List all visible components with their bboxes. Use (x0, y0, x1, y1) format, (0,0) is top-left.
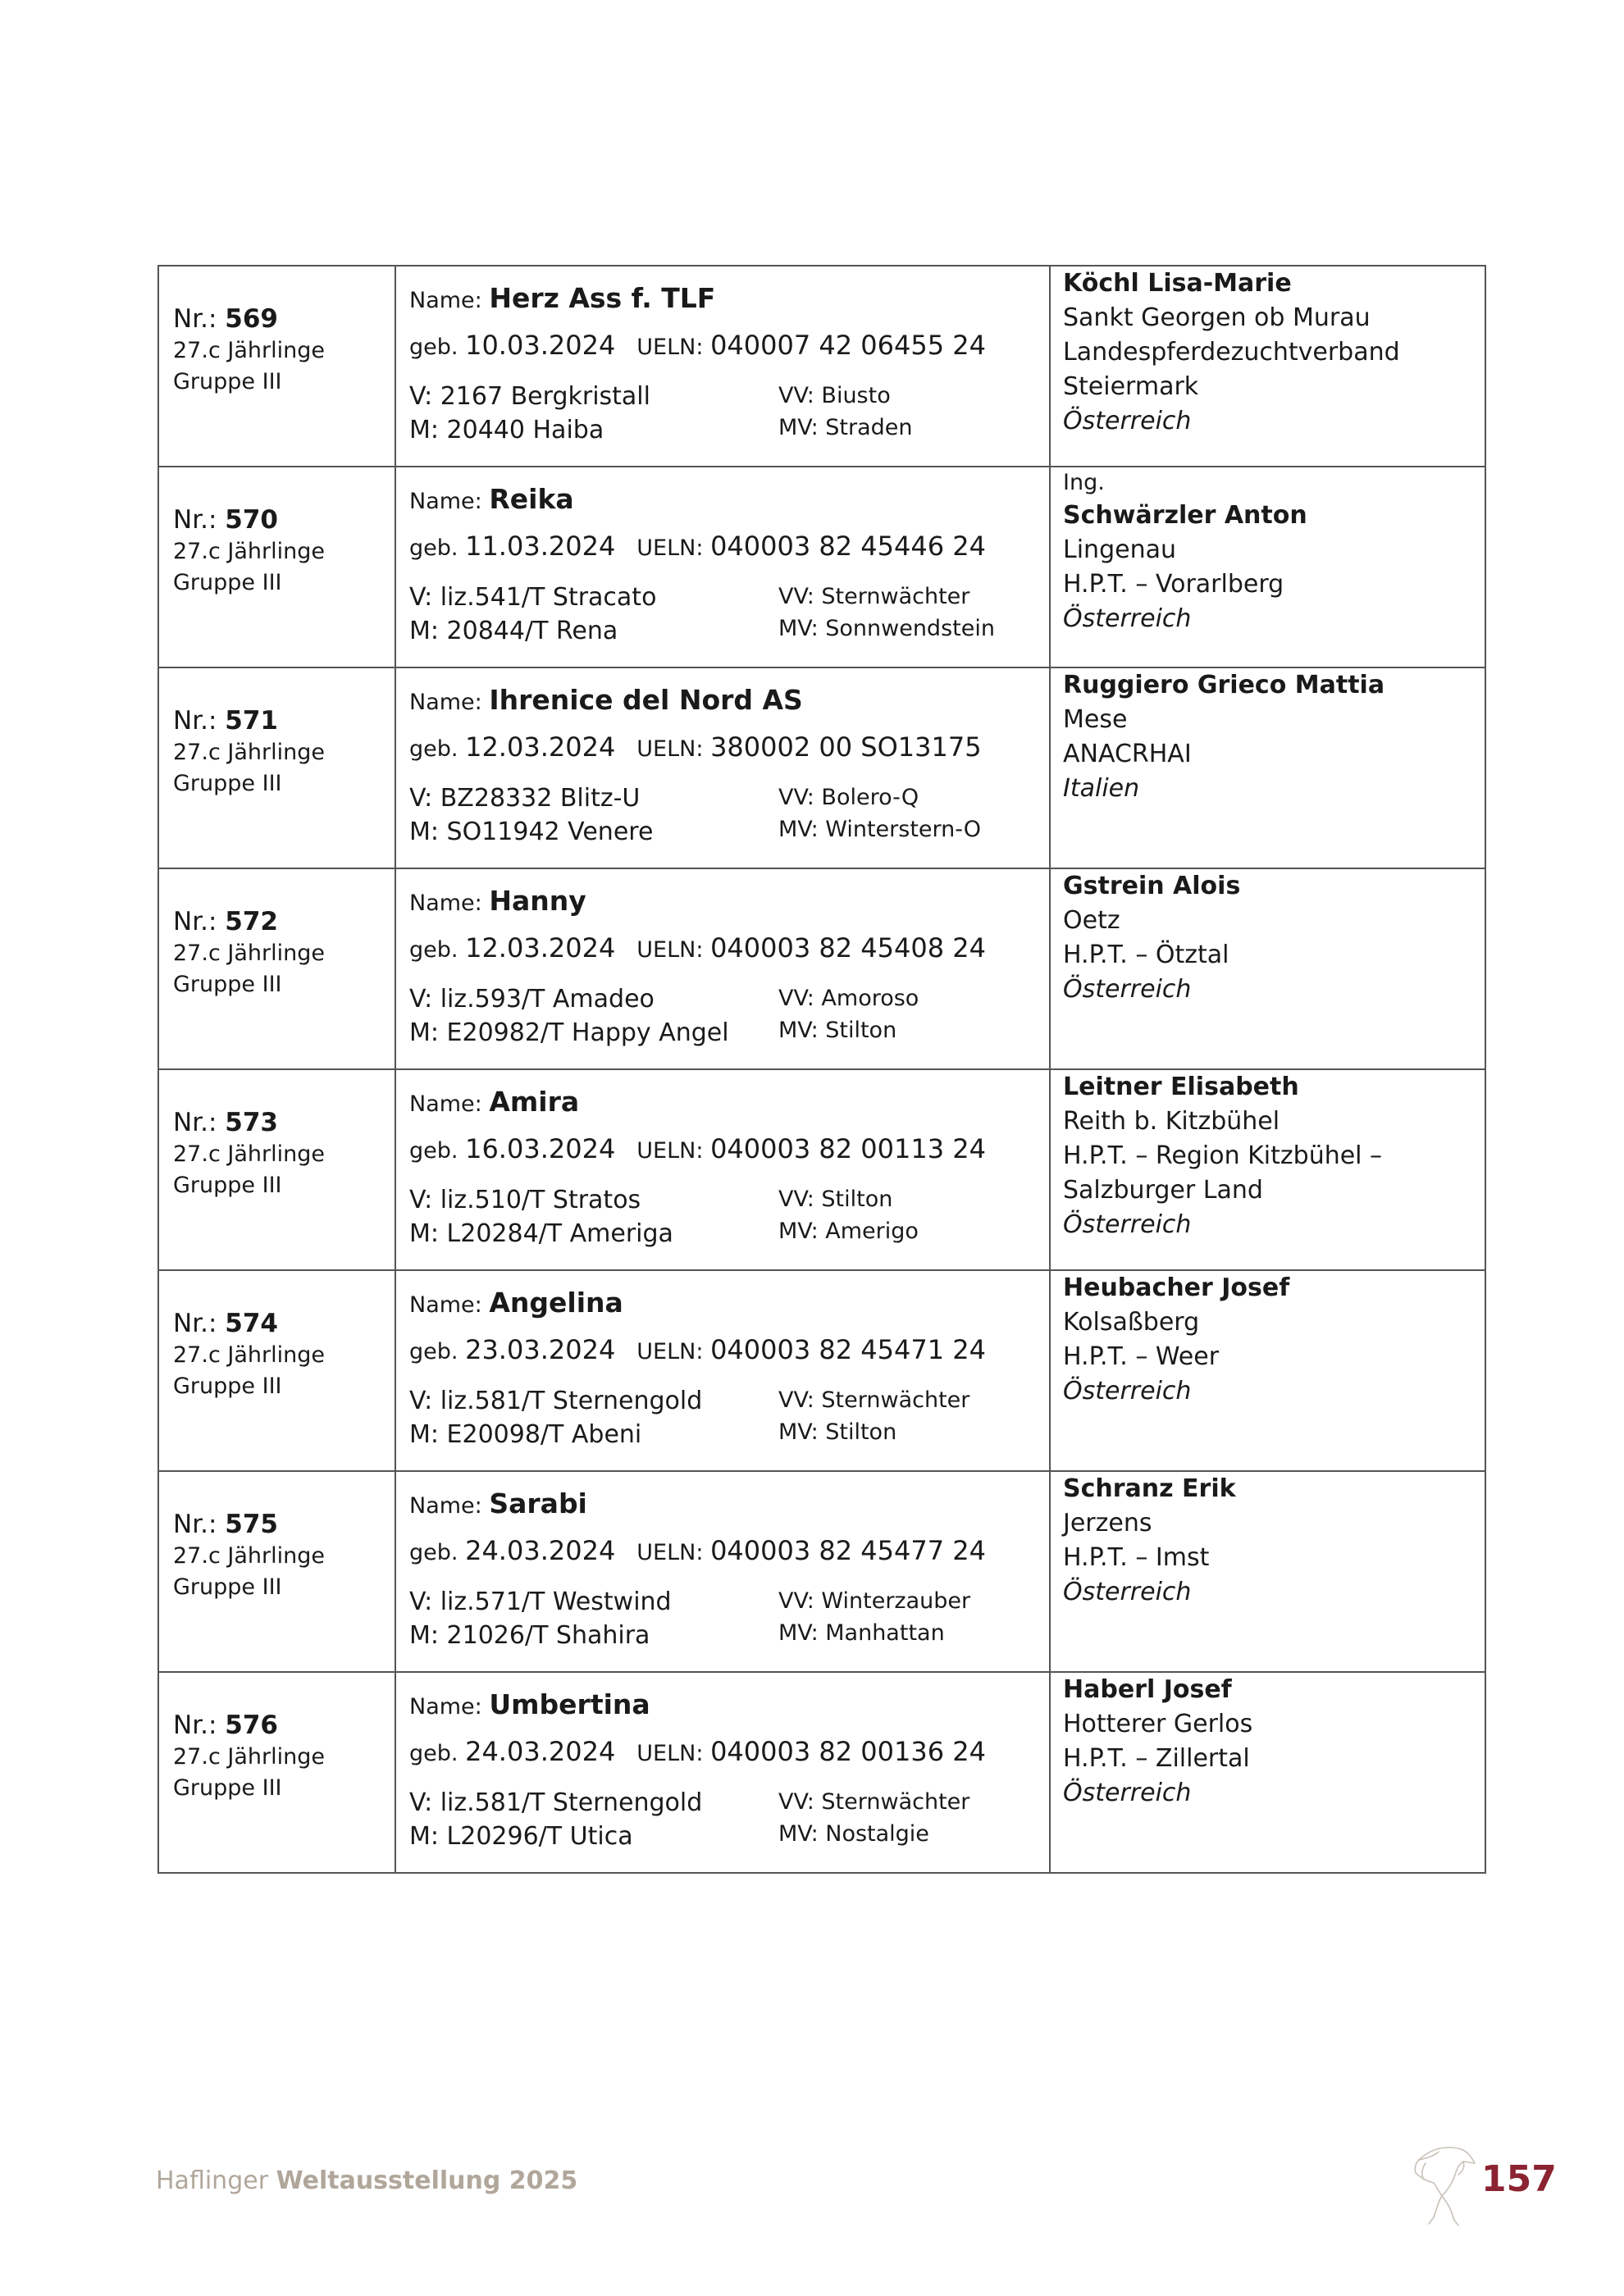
ueln-label: UELN: (636, 1138, 704, 1164)
entry-class: 27.c Jährlinge (173, 740, 325, 765)
owner-detail: Sankt Georgen ob Murau (1063, 303, 1371, 332)
entry-number-value: 574 (225, 1309, 278, 1338)
owner-name: Heubacher Josef (1063, 1273, 1290, 1302)
dam-sire: MV: Manhattan (778, 1620, 945, 1646)
catalog-table-body (158, 266, 1485, 1873)
entry-number-value: 573 (225, 1108, 278, 1137)
entry-number-value: 572 (225, 907, 278, 936)
sire-sire: VV: Bolero-Q (778, 785, 919, 810)
footer-title-bold: Weltausstellung 2025 (276, 2166, 578, 2195)
entry-group: Gruppe III (173, 1574, 282, 1600)
horse-details-cell (395, 1672, 1050, 1873)
owner-name: Gstrein Alois (1063, 872, 1241, 900)
sire-sire: VV: Amoroso (778, 986, 919, 1011)
sire: V: liz.581/T Sternengold (409, 1788, 703, 1817)
horse-details-cell (395, 467, 1050, 667)
horse-name-label: Name: (409, 1292, 482, 1318)
country: Österreich (1063, 407, 1192, 435)
owner-name: Ruggiero Grieco Mattia (1063, 671, 1385, 699)
pedigree (409, 781, 1049, 849)
dam: M: 20440 Haiba (409, 416, 604, 444)
birth-date: 11.03.2024 (465, 531, 616, 562)
horse-details-cell (395, 667, 1050, 868)
entry-number (173, 503, 395, 536)
sire: V: liz.541/T Stracato (409, 583, 657, 612)
entry-group: Gruppe III (173, 570, 282, 595)
horse-name-line (409, 881, 1049, 924)
sire: V: liz.581/T Sternengold (409, 1387, 703, 1415)
birth-label: geb. (409, 1741, 458, 1766)
entry-group: Gruppe III (173, 1775, 282, 1801)
owner-detail: H.P.T. – Ötztal (1063, 941, 1229, 969)
ueln-label: UELN: (636, 335, 704, 360)
country: Italien (1063, 774, 1140, 803)
entry-group: Gruppe III (173, 369, 282, 394)
entry-number-label: Nr.: (173, 505, 217, 535)
entry-class: 27.c Jährlinge (173, 338, 325, 363)
entry-number-cell (158, 667, 395, 868)
owner-lines (1051, 467, 1485, 636)
entry-number-cell (158, 1270, 395, 1471)
birth-date: 24.03.2024 (465, 1736, 616, 1767)
dam: M: L20296/T Utica (409, 1822, 633, 1851)
entry-row (158, 868, 1485, 1069)
pedigree (409, 1183, 1049, 1250)
entry-row (158, 266, 1485, 467)
birth-label: geb. (409, 1138, 458, 1164)
entry-number-cell (158, 1672, 395, 1873)
haflinger-horse-icon (1401, 2139, 1480, 2229)
birth-line (409, 1527, 1049, 1577)
entry-number-value: 576 (225, 1711, 278, 1740)
horse-details-cell (395, 868, 1050, 1069)
country: Österreich (1063, 604, 1192, 633)
birth-line (409, 1326, 1049, 1376)
ueln-label: UELN: (636, 1540, 704, 1565)
owner-name: Köchl Lisa-Marie (1063, 269, 1292, 298)
owner-cell (1050, 1270, 1485, 1471)
ueln-number: 040003 82 45408 24 (710, 932, 986, 963)
entry-class: 27.c Jährlinge (173, 539, 325, 564)
page-number: 157 (1481, 2158, 1557, 2200)
owner-detail: H.P.T. – Imst (1063, 1543, 1210, 1572)
dam: M: 20844/T Rena (409, 617, 618, 645)
horse-name-line (409, 1684, 1049, 1728)
entry-row (158, 667, 1485, 868)
owner-detail: ANACRHAI (1063, 740, 1192, 768)
entry-group: Gruppe III (173, 771, 282, 796)
owner-cell (1050, 868, 1485, 1069)
sire-sire: VV: Winterzauber (778, 1588, 971, 1614)
entry-number-cell (158, 1069, 395, 1270)
dam: M: E20098/T Abeni (409, 1420, 642, 1449)
entry-number-label: Nr.: (173, 1309, 217, 1338)
footer-title (156, 2166, 577, 2195)
owner-lines (1051, 1271, 1485, 1409)
birth-date: 10.03.2024 (465, 330, 616, 361)
owner-detail: H.P.T. – Zillertal (1063, 1744, 1250, 1773)
entry-number-label: Nr.: (173, 1711, 217, 1740)
pedigree (409, 1585, 1049, 1652)
horse-name: Herz Ass f. TLF (489, 282, 716, 314)
entry-group: Gruppe III (173, 1173, 282, 1198)
birth-line (409, 723, 1049, 773)
country: Österreich (1063, 1578, 1192, 1606)
entry-number-value: 575 (225, 1510, 278, 1539)
birth-date: 12.03.2024 (465, 731, 616, 763)
sire-sire: VV: Sternwächter (778, 584, 970, 609)
entry-number (173, 303, 395, 335)
owner-lines (1051, 1472, 1485, 1610)
owner-lines (1051, 266, 1485, 439)
horse-name: Ihrenice del Nord AS (489, 684, 803, 716)
country: Österreich (1063, 1210, 1192, 1239)
ueln-number: 380002 00 SO13175 (710, 731, 982, 763)
horse-name-label: Name: (409, 288, 482, 313)
footer-title-light: Haflinger (156, 2166, 269, 2195)
horse-details-cell (395, 266, 1050, 467)
horse-name-line (409, 1082, 1049, 1125)
entry-row (158, 1069, 1485, 1270)
horse-name-label: Name: (409, 1493, 482, 1519)
entry-number-label: Nr.: (173, 907, 217, 936)
pedigree (409, 1384, 1049, 1451)
entry-number (173, 1106, 395, 1139)
entry-number-label: Nr.: (173, 1510, 217, 1539)
owner-cell (1050, 1069, 1485, 1270)
entry-row (158, 1270, 1485, 1471)
entry-number-value: 571 (225, 706, 278, 736)
owner-name: Leitner Elisabeth (1063, 1073, 1299, 1101)
dam-sire: MV: Amerigo (778, 1219, 919, 1244)
birth-line (409, 1125, 1049, 1175)
ueln-label: UELN: (636, 1741, 704, 1766)
entry-number (173, 704, 395, 737)
horse-name-label: Name: (409, 1091, 482, 1117)
owner-lines (1051, 1070, 1485, 1242)
ueln-label: UELN: (636, 736, 704, 762)
horse-name-label: Name: (409, 891, 482, 916)
entry-number (173, 905, 395, 938)
horse-name-label: Name: (409, 690, 482, 715)
dam-sire: MV: Sonnwendstein (778, 616, 995, 641)
sire: V: BZ28332 Blitz-U (409, 784, 641, 813)
ueln-number: 040003 82 45477 24 (710, 1535, 986, 1566)
dam: M: E20982/T Happy Angel (409, 1018, 729, 1047)
owner-cell (1050, 1672, 1485, 1873)
entry-number-cell (158, 467, 395, 667)
horse-name-line (409, 278, 1049, 321)
entry-number-label: Nr.: (173, 706, 217, 736)
horse-details-cell (395, 1069, 1050, 1270)
birth-label: geb. (409, 736, 458, 762)
pedigree (409, 1786, 1049, 1853)
catalog-table (157, 265, 1486, 1874)
owner-detail: Lingenau (1063, 535, 1176, 564)
horse-name: Angelina (489, 1287, 623, 1319)
ueln-number: 040003 82 45446 24 (710, 531, 986, 562)
entry-row (158, 1471, 1485, 1672)
birth-date: 16.03.2024 (465, 1133, 616, 1164)
sire-sire: VV: Sternwächter (778, 1789, 970, 1815)
owner-name: Schwärzler Anton (1063, 501, 1307, 530)
dam-sire: MV: Nostalgie (778, 1821, 929, 1847)
birth-label: geb. (409, 937, 458, 963)
owner-cell (1050, 266, 1485, 467)
owner-detail: H.P.T. – Vorarlberg (1063, 570, 1284, 599)
horse-name-label: Name: (409, 489, 482, 514)
birth-line (409, 321, 1049, 371)
horse-name-line (409, 680, 1049, 723)
horse-name-label: Name: (409, 1694, 482, 1720)
owner-title: Ing. (1063, 470, 1105, 495)
entry-number (173, 1307, 395, 1340)
ueln-label: UELN: (636, 1339, 704, 1364)
birth-label: geb. (409, 335, 458, 360)
horse-name: Amira (489, 1086, 580, 1118)
entry-class: 27.c Jährlinge (173, 1342, 325, 1368)
dam-sire: MV: Straden (778, 415, 913, 440)
owner-detail: Oetz (1063, 906, 1120, 935)
country: Österreich (1063, 1779, 1192, 1807)
entry-number-value: 569 (225, 304, 278, 334)
country: Österreich (1063, 975, 1192, 1004)
horse-name: Hanny (489, 885, 586, 917)
entry-group: Gruppe III (173, 972, 282, 997)
entry-class: 27.c Jährlinge (173, 1543, 325, 1569)
ueln-number: 040007 42 06455 24 (710, 330, 986, 361)
birth-label: geb. (409, 1339, 458, 1364)
entry-number (173, 1508, 395, 1541)
dam: M: L20284/T Ameriga (409, 1219, 673, 1248)
ueln-label: UELN: (636, 535, 704, 561)
entry-class: 27.c Jährlinge (173, 1744, 325, 1770)
entry-number-value: 570 (225, 505, 278, 535)
sire: V: 2167 Bergkristall (409, 382, 650, 411)
owner-detail: Hotterer Gerlos (1063, 1710, 1253, 1738)
entry-class: 27.c Jährlinge (173, 941, 325, 966)
sire-sire: VV: Sternwächter (778, 1387, 970, 1413)
pedigree (409, 581, 1049, 648)
owner-cell (1050, 467, 1485, 667)
entry-row (158, 467, 1485, 667)
owner-cell (1050, 667, 1485, 868)
dam: M: 21026/T Shahira (409, 1621, 650, 1650)
birth-date: 23.03.2024 (465, 1334, 616, 1365)
horse-name: Umbertina (489, 1688, 650, 1720)
birth-line (409, 924, 1049, 974)
entry-number (173, 1709, 395, 1742)
horse-name-line (409, 1483, 1049, 1527)
owner-detail: H.P.T. – Region Kitzbühel – (1063, 1141, 1383, 1170)
horse-name: Reika (489, 483, 574, 515)
owner-name: Haberl Josef (1063, 1675, 1232, 1704)
horse-name-line (409, 1282, 1049, 1326)
entry-group: Gruppe III (173, 1374, 282, 1399)
sire: V: liz.593/T Amadeo (409, 985, 655, 1014)
ueln-label: UELN: (636, 937, 704, 963)
horse-name-line (409, 479, 1049, 522)
birth-date: 12.03.2024 (465, 932, 616, 963)
dam-sire: MV: Winterstern-O (778, 817, 982, 842)
sire: V: liz.510/T Stratos (409, 1186, 641, 1214)
entry-number-label: Nr.: (173, 1108, 217, 1137)
horse-details-cell (395, 1471, 1050, 1672)
sire-sire: VV: Stilton (778, 1187, 893, 1212)
owner-name: Schranz Erik (1063, 1474, 1236, 1503)
owner-cell (1050, 1471, 1485, 1672)
entry-row (158, 1672, 1485, 1873)
dam-sire: MV: Stilton (778, 1419, 897, 1445)
horse-name: Sarabi (489, 1487, 587, 1519)
owner-detail: H.P.T. – Weer (1063, 1342, 1220, 1371)
birth-label: geb. (409, 1540, 458, 1565)
owner-detail: Mese (1063, 705, 1128, 734)
pedigree (409, 380, 1049, 447)
pedigree (409, 982, 1049, 1050)
ueln-number: 040003 82 00136 24 (710, 1736, 986, 1767)
entry-number-cell (158, 868, 395, 1069)
birth-line (409, 522, 1049, 572)
owner-lines (1051, 1673, 1485, 1811)
sire-sire: VV: Biusto (778, 383, 891, 408)
dam: M: SO11942 Venere (409, 818, 654, 846)
birth-line (409, 1728, 1049, 1778)
entry-number-cell (158, 1471, 395, 1672)
birth-label: geb. (409, 535, 458, 561)
ueln-number: 040003 82 45471 24 (710, 1334, 986, 1365)
owner-lines (1051, 668, 1485, 806)
owner-detail: Reith b. Kitzbühel (1063, 1107, 1280, 1136)
owner-detail: Kolsaßberg (1063, 1308, 1200, 1337)
owner-detail: Steiermark (1063, 372, 1199, 401)
owner-detail: Jerzens (1063, 1509, 1152, 1538)
sire: V: liz.571/T Westwind (409, 1588, 672, 1616)
ueln-number: 040003 82 00113 24 (710, 1133, 986, 1164)
owner-lines (1051, 869, 1485, 1007)
entry-number-cell (158, 266, 395, 467)
entry-class: 27.c Jährlinge (173, 1141, 325, 1167)
country: Österreich (1063, 1377, 1192, 1405)
horse-details-cell (395, 1270, 1050, 1471)
dam-sire: MV: Stilton (778, 1018, 897, 1043)
owner-detail: Landespferdezuchtverband (1063, 338, 1400, 367)
owner-detail: Salzburger Land (1063, 1176, 1263, 1205)
entry-number-label: Nr.: (173, 304, 217, 334)
birth-date: 24.03.2024 (465, 1535, 616, 1566)
